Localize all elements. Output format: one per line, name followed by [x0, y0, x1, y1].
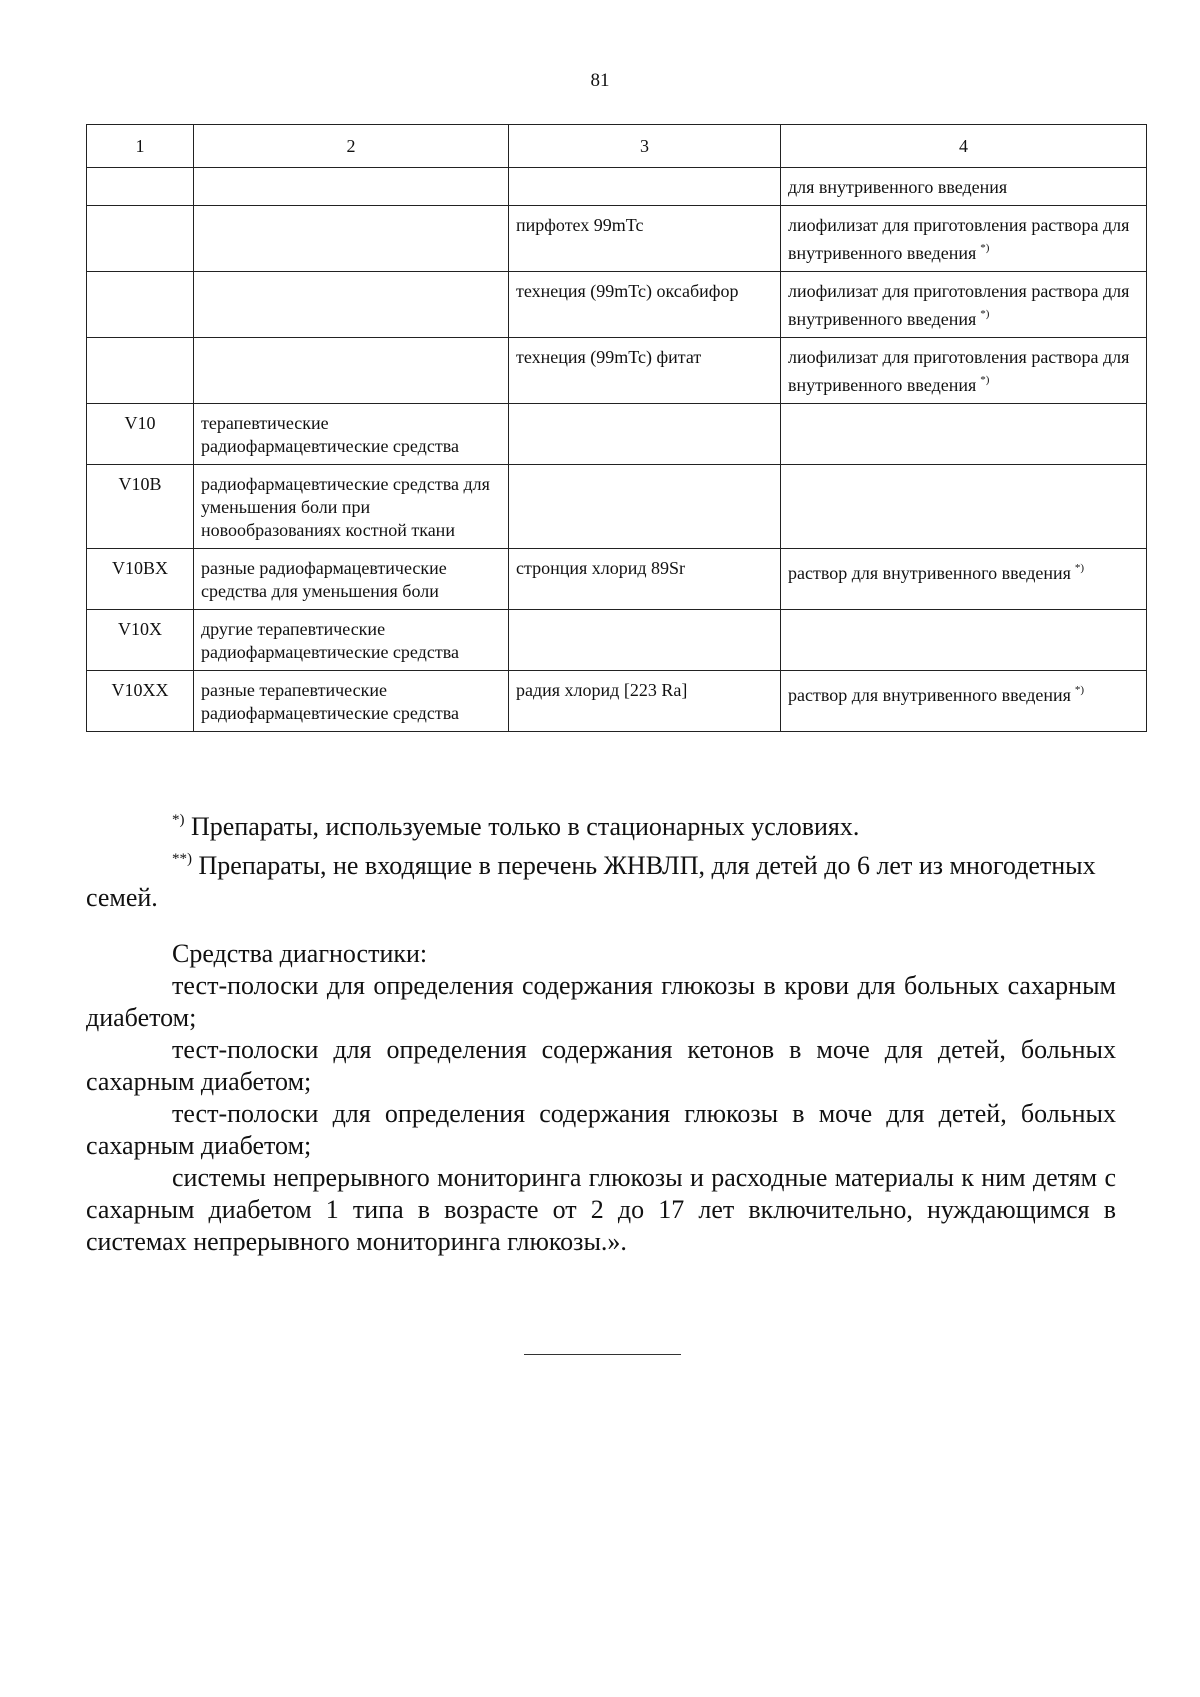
group-name-cell-text: терапевтические радиофармацевтические средства	[201, 413, 459, 456]
inpatient-only-mark: *)	[1074, 562, 1085, 574]
table-row	[87, 338, 1147, 404]
table-header-row	[87, 125, 1147, 168]
atc-code-cell	[87, 671, 194, 732]
footnote-mark: **)	[172, 851, 192, 867]
group-name-cell-text: радиофармацевтические средства для уменьшения боли при новообразованиях костной ткани	[201, 474, 490, 540]
drug-name-cell	[509, 549, 781, 610]
footnotes	[86, 804, 1116, 914]
atc-code-cell-text: V10	[124, 413, 156, 433]
footnote	[86, 804, 1116, 843]
column-header: 4	[781, 125, 1147, 168]
footnote-text: Препараты, не входящие в перечень ЖНВЛП, для детей до 6 лет из многодетных семей.	[86, 851, 1096, 912]
group-name-cell	[194, 465, 509, 549]
dosage-form-cell-text: раствор для внутривенного введения	[788, 685, 1071, 705]
inpatient-only-mark: *)	[980, 308, 990, 320]
drug-name-cell	[509, 465, 781, 549]
dosage-form-cell	[781, 610, 1147, 671]
dosage-form-cell	[781, 168, 1147, 206]
diagnostics-item: тест-полоски для определения содержания кетонов в моче для детей, больных сахарным диабетом;	[86, 1035, 1116, 1096]
group-name-cell	[194, 338, 509, 404]
group-name-cell-text: другие терапевтические радиофармацевтические средства	[201, 619, 459, 662]
table-row	[87, 404, 1147, 465]
diagnostics-heading: Средства диагностики:	[172, 939, 428, 968]
drug-name-cell	[509, 206, 781, 272]
atc-code-cell	[87, 272, 194, 338]
drug-name-cell	[509, 671, 781, 732]
drug-name-cell	[509, 168, 781, 206]
atc-code-cell	[87, 404, 194, 465]
page-number: 81	[590, 70, 610, 91]
group-name-cell	[194, 272, 509, 338]
table-row	[87, 206, 1147, 272]
group-name-cell	[194, 404, 509, 465]
group-name-cell	[194, 610, 509, 671]
footnote-text: Препараты, используемые только в стационарных условиях.	[184, 812, 860, 841]
drug-name-cell-text: пирфотех 99mTc	[516, 215, 644, 235]
column-header: 3	[509, 125, 781, 168]
diagnostics-item: тест-полоски для определения содержания глюкозы в крови для больных сахарным диабетом;	[86, 971, 1116, 1032]
end-separator-line	[524, 1354, 681, 1355]
dosage-form-cell-text: для внутривенного введения	[788, 177, 1008, 197]
dosage-form-cell-text: раствор для внутривенного введения	[788, 563, 1071, 583]
diagnostics-section	[86, 938, 1116, 1258]
table-row	[87, 272, 1147, 338]
dosage-form-cell-text: лиофилизат для приготовления раствора для внутривенного введения	[788, 281, 1130, 329]
column-header: 1	[87, 125, 194, 168]
diagnostics-item: тест-полоски для определения содержания глюкозы в моче для детей, больных сахарным диабетом;	[86, 1099, 1116, 1160]
inpatient-only-mark: *)	[980, 374, 990, 386]
drug-name-cell	[509, 338, 781, 404]
drug-name-cell	[509, 272, 781, 338]
group-name-cell	[194, 168, 509, 206]
dosage-form-cell-text: лиофилизат для приготовления раствора для внутривенного введения	[788, 347, 1130, 395]
drug-name-cell-text: стронция хлорид 89Sr	[516, 558, 686, 578]
group-name-cell	[194, 206, 509, 272]
atc-code-cell-text: V10BX	[111, 558, 168, 578]
dosage-form-cell	[781, 206, 1147, 272]
atc-code-cell	[87, 610, 194, 671]
atc-code-cell-text: V10B	[118, 474, 162, 494]
drug-name-cell-text: радия хлорид [223 Ra]	[516, 680, 688, 700]
atc-code-cell-text: V10X	[118, 619, 162, 639]
drug-name-cell-text: технеция (99mTc) фитат	[516, 347, 702, 367]
group-name-cell	[194, 671, 509, 732]
table-body	[87, 168, 1147, 732]
dosage-form-cell	[781, 465, 1147, 549]
atc-code-cell	[87, 465, 194, 549]
table-row	[87, 549, 1147, 610]
table-row	[87, 610, 1147, 671]
atc-code-cell	[87, 168, 194, 206]
group-name-cell-text: разные терапевтические радиофармацевтические средства	[201, 680, 459, 723]
group-name-cell-text: разные радиофармацевтические средства для уменьшения боли	[201, 558, 447, 601]
table-row	[87, 465, 1147, 549]
footnote	[86, 843, 1116, 914]
atc-code-cell	[87, 338, 194, 404]
dosage-form-cell	[781, 549, 1147, 610]
table-row	[87, 168, 1147, 206]
dosage-form-cell-text: лиофилизат для приготовления раствора для внутривенного введения	[788, 215, 1130, 263]
atc-code-cell	[87, 206, 194, 272]
drug-name-cell-text: технеция (99mTc) оксабифор	[516, 281, 739, 301]
dosage-form-cell	[781, 671, 1147, 732]
dosage-form-cell	[781, 404, 1147, 465]
dosage-form-cell	[781, 272, 1147, 338]
column-header: 2	[194, 125, 509, 168]
drug-name-cell	[509, 610, 781, 671]
group-name-cell	[194, 549, 509, 610]
atc-code-cell-text: V10XX	[111, 680, 169, 700]
inpatient-only-mark: *)	[1074, 684, 1085, 696]
dosage-form-cell	[781, 338, 1147, 404]
diagnostics-item: системы непрерывного мониторинга глюкозы и расходные материалы к ним детям с сахарным диабетом 1 типа в возрасте от 2 до 17 лет включительно, нуждающимся в системах непрерывного мониторинга глюкозы.».	[86, 1163, 1116, 1256]
drug-name-cell	[509, 404, 781, 465]
atc-code-cell	[87, 549, 194, 610]
table-row	[87, 671, 1147, 732]
inpatient-only-mark: *)	[980, 242, 990, 254]
footnote-mark: *)	[172, 812, 185, 828]
drug-table	[86, 124, 1147, 732]
